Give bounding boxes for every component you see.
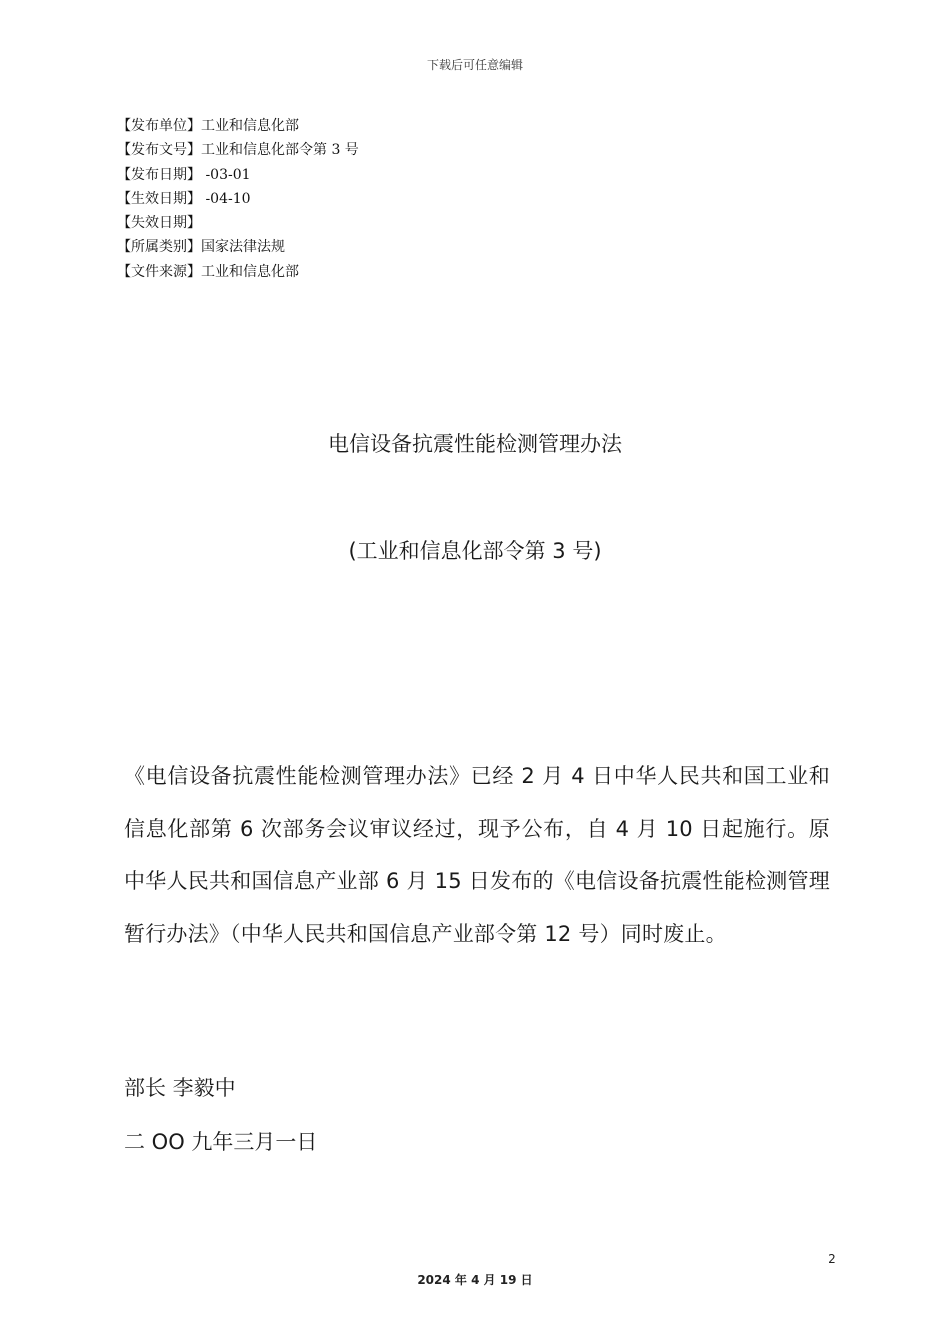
meta-label: 【文件来源】 [117, 263, 201, 280]
meta-row-doc-number [117, 138, 359, 162]
body-paragraph: 《电信设备抗震性能检测管理办法》已经 2 月 4 日中华人民共和国工业和信息化部第 6 次部务会议审议经过，现予公布，自 4 月 10 日起施行。原中华人民共和国信息产业部 6 月 15 日发布的《电信设备抗震性能检测管理暂行办法》（中华人民共和国信息产业部令第 12 号）同时废止。 [124, 764, 830, 946]
meta-row-expiry-date [117, 211, 359, 235]
metadata-block [117, 114, 359, 284]
meta-value: 工业和信息化部 [201, 263, 299, 280]
page-number: 2 [828, 1252, 836, 1266]
meta-row-issuer [117, 114, 359, 138]
document-title: 电信设备抗震性能检测管理办法 [328, 432, 622, 456]
meta-row-issue-date [117, 163, 359, 187]
meta-label: 【所属类别】 [117, 239, 201, 256]
document-subtitle: (工业和信息化部令第 3 号) [348, 539, 602, 563]
meta-label: 【发布文号】 [117, 142, 201, 159]
signature-date: 二 OO 九年三月一日 [124, 1130, 318, 1154]
meta-value: -04-10 [201, 190, 251, 207]
meta-value: 国家法律法规 [201, 239, 285, 256]
meta-value: -03-01 [201, 166, 251, 183]
header-note: 下载后可任意编辑 [426, 58, 523, 72]
meta-row-category [117, 235, 359, 259]
signatory: 部长 李毅中 [124, 1076, 236, 1100]
meta-row-source [117, 260, 359, 284]
meta-label: 【生效日期】 [117, 190, 201, 207]
meta-value: 工业和信息化部令第 3 号 [201, 142, 359, 159]
meta-label: 【失效日期】 [117, 215, 201, 232]
meta-label: 【发布日期】 [117, 166, 201, 183]
meta-label: 【发布单位】 [117, 118, 201, 134]
meta-value: 工业和信息化部 [201, 118, 299, 134]
footer-date: 2024 年 4 月 19 日 [417, 1273, 533, 1287]
meta-row-effective-date [117, 187, 359, 211]
